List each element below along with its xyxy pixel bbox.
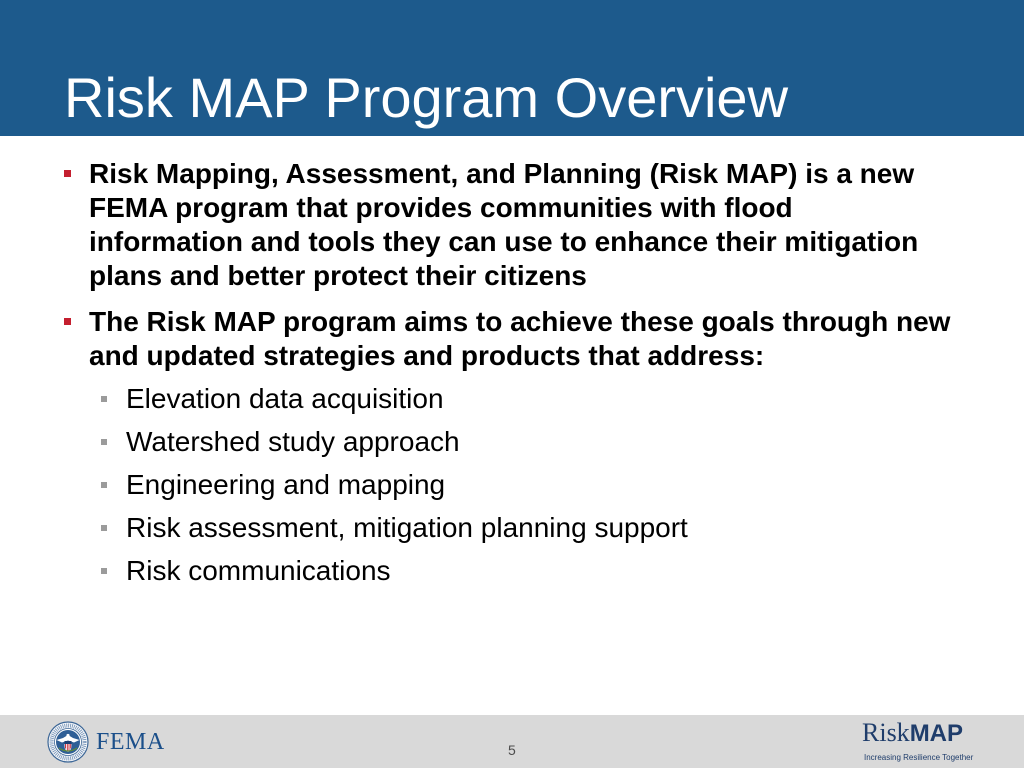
slide-title: Risk MAP Program Overview <box>64 66 789 129</box>
square-bullet-icon <box>101 525 107 531</box>
sub-bullet-text: Watershed study approach <box>126 426 460 457</box>
sub-bullet-item <box>126 425 999 459</box>
square-bullet-icon <box>101 482 107 488</box>
fema-wordmark: FEMA <box>96 729 165 755</box>
title-band <box>0 0 1024 136</box>
sub-bullet-text: Risk assessment, mitigation planning support <box>126 512 688 543</box>
sub-bullet-text: Elevation data acquisition <box>126 383 444 414</box>
sub-bullet-list <box>89 382 999 588</box>
square-bullet-icon <box>64 170 71 177</box>
sub-bullet-item <box>126 468 999 502</box>
sub-bullet-item <box>126 511 999 545</box>
dhs-seal-graphic <box>47 721 89 763</box>
bullet-text: Risk Mapping, Assessment, and Planning (Risk MAP) is a new FEMA program that provides communities with flood information and tools they can use to enhance their mitigation plans and better protect their citizens <box>89 158 919 291</box>
square-bullet-icon <box>64 318 71 325</box>
sub-bullet-text: Risk communications <box>126 555 391 586</box>
square-bullet-icon <box>101 568 107 574</box>
bullet-item <box>89 305 999 588</box>
footer-band <box>0 715 1024 768</box>
bullet-text: The Risk MAP program aims to achieve these goals through new and updated strategies and products that address: <box>89 306 951 371</box>
sub-bullet-item <box>126 382 999 416</box>
riskmap-wordmark-risk: Risk <box>862 718 910 747</box>
riskmap-wordmark <box>862 719 1002 751</box>
riskmap-logo <box>862 719 1002 765</box>
square-bullet-icon <box>101 439 107 445</box>
bullet-item <box>89 157 999 293</box>
riskmap-wordmark-map: MAP <box>909 720 964 747</box>
riskmap-tagline: Increasing Resilience Together <box>864 753 974 762</box>
dhs-seal-icon <box>47 721 89 763</box>
sub-bullet-text: Engineering and mapping <box>126 469 446 500</box>
sub-bullet-item <box>126 554 999 588</box>
slide-body <box>89 157 999 588</box>
square-bullet-icon <box>101 396 107 402</box>
page-number: 5 <box>508 742 516 758</box>
bullet-list <box>89 157 999 588</box>
